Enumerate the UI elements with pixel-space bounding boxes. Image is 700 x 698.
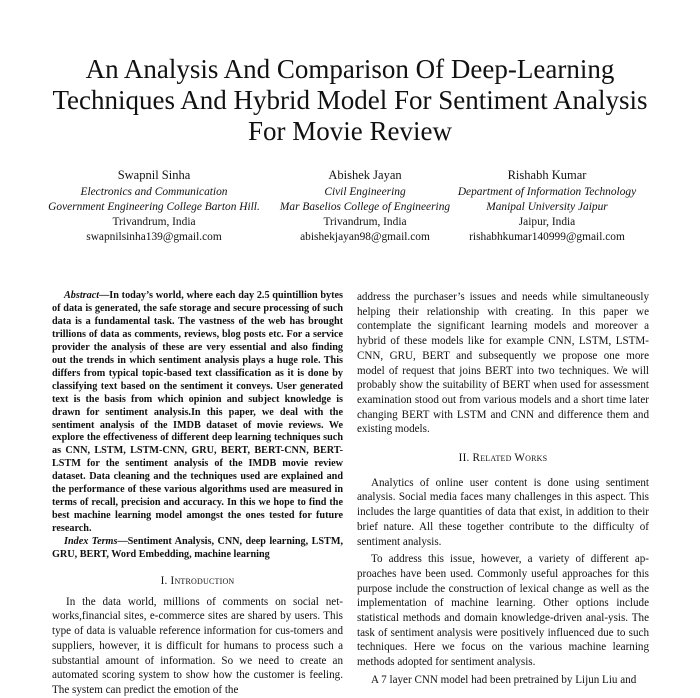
author-city: Trivandrum, India (112, 216, 196, 228)
introduction-paragraph: In the data world, millions of comments on social net-works,financial sites, e-commerce sites are shared by users. This type of data is valuable reference information for cus-tomers and suppliers, however, it is difficult for humans to process such a substantial amount of information. So we need to create an automated scoring system to show how the customer is feeling. The system can predict the emotion of the (52, 595, 343, 696)
author-city: Jaipur, India (518, 216, 576, 228)
author-email: swapnilsinha139@gmail.com (86, 231, 222, 243)
index-terms-label: Index Terms (64, 536, 118, 548)
body-paragraph-continued: address the purchaser’s issues and needs while simultaneously helping their relationship with creating. In this paper we contemplate the significant learning models and moreover a hybrid of these models like for example CNN, LSTM, LSTM-CNN, GRU, BERT and subsequently we propose one more model of request that joins BERT into two techniques. We will probably show the suitability of BERT when used for assessment examination stood out from various models and a short time later changing BERT with LSTM and CNN and difference them and existing models. (357, 291, 649, 436)
section-number: II. (458, 452, 470, 465)
right-column (357, 290, 649, 688)
author-block-3 (430, 168, 664, 245)
index-terms-text: —Sentiment Analysis, CNN, deep learning, LSTM, GRU, BERT, Word Embedding, machine learning (52, 536, 343, 561)
author-name: Swapnil Sinha (117, 168, 191, 182)
author-department: Department of Information Technology (457, 186, 637, 198)
section-title: Related Works (472, 452, 548, 465)
author-name: Abishek Jayan (328, 168, 402, 182)
author-institution: Government Engineering College Barton Hill. (48, 201, 260, 213)
section-number: I. (160, 575, 168, 588)
related-works-paragraph-2: To address this issue, however, a variety of different ap-proaches have been used. Commonly useful approaches for this purpose include the construction of lexical change as well as the implementation of machine learning. Other options include statistical methods and domain knowledge-driven anal-ysis. The task of sentiment analysis were positively influenced due to such techniques. Here we focus on the various machine learning methods adopted for sentiment analysis. (357, 553, 649, 669)
section-title: Introduction (170, 575, 235, 588)
abstract-text: —In today’s world, where each day 2.5 quintillion bytes of data is generated, the safe storage and secure processing of such data is a fundamental task. The vastness of the web has brought trillions of data as comments, reviews, blog posts etc. For a service provider the analysis of these are very essential and also finding out the trends in which sentiment analysis plays a huge role. This differs from typical topic-based text classification as it is done by classifying text based on the sentiment it conveys. User generated text is the basis from which opinion and subject knowledge is drawn for sentiment analysis.In this paper, we deal with the sentiment analysis of the IMDB dataset of movie reviews. We explore the effectiveness of different deep learning techniques such as CNN, LSTM, LSTM-CNN, GRU, BERT, BERT-CNN, BERT-LSTM for the sentiment analysis of the IMDB movie review dataset. Data cleaning and the techniques used are explained and the performance of these various algorithms used are measured in terms of recall, precision and accuracy. In this we hope to find the best machine learning model amongst the ones tested for future research. (52, 290, 343, 535)
index-terms (52, 536, 343, 562)
author-department: Civil Engineering (324, 186, 406, 198)
author-name: Rishabh Kumar (507, 168, 587, 182)
section-heading-introduction (52, 574, 343, 589)
abstract-label: Abstract (64, 290, 100, 301)
paper-title: An Analysis And Comparison Of Deep-Learning Techniques And Hybrid Model For Sentiment Analysis For Movie Review (52, 54, 648, 146)
related-works-paragraph-3: A 7 layer CNN model had been pretrained by Lijun Liu and (371, 673, 637, 686)
author-institution: Mar Baselios College of Engineering (279, 201, 451, 213)
left-column (52, 290, 343, 698)
author-institution: Manipal University Jaipur (486, 201, 608, 213)
author-email: abishekjayan98@gmail.com (300, 231, 430, 243)
abstract (52, 290, 343, 536)
author-city: Trivandrum, India (323, 216, 407, 228)
author-department: Electronics and Communication (80, 186, 228, 198)
related-works-paragraph-1: Analytics of online user content is done using sentiment analysis. Social media faces many challenges in this aspect. This includes the large quantities of data that exist, in addition to their brief nature. All these together contribute to the difficulty of sentiment analysis. (357, 476, 649, 548)
author-block-1 (40, 168, 268, 245)
author-email: rishabhkumar140999@gmail.com (469, 231, 625, 243)
section-heading-related-works (357, 451, 649, 466)
